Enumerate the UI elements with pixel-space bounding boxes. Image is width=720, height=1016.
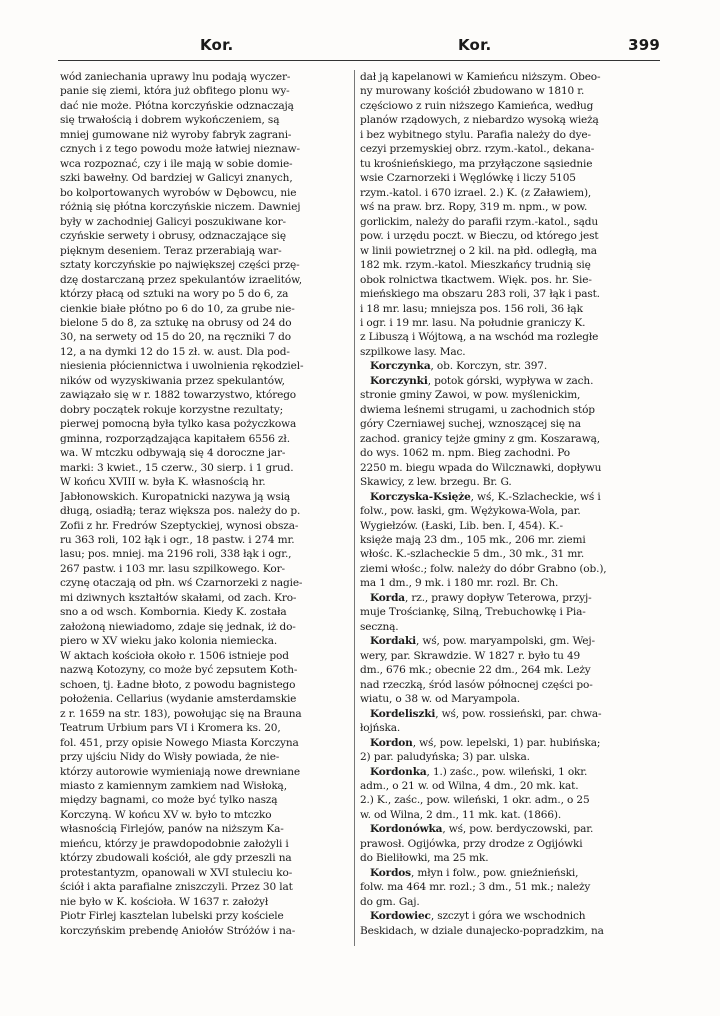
text-line: Skawicy, z lew. brzegu. Br. G. xyxy=(360,476,512,489)
text-line: i 18 mr. lasu; mniejsza pos. 156 roli, 36 łąk xyxy=(360,302,583,315)
text-line: ściół i akta parafialne zniszczyli. Przez 30 lat xyxy=(60,881,293,894)
text-line: bo kolportowanych wyrobów w Dębowcu, nie xyxy=(60,186,297,199)
text-line: ziemi włośc.; folw. należy do dóbr Grabno (ob.), xyxy=(360,562,607,575)
text-line: W aktach kościoła około r. 1506 istnieje pod xyxy=(60,649,289,662)
text-line: schoen, tj. Ładne błoto, z powodu bagnistego xyxy=(60,678,296,691)
text-line: 2) par. paludyńska; 3) par. ulska. xyxy=(360,751,530,764)
right-column xyxy=(360,70,650,1010)
text-line: założoną niewiadomo, zdaje się jednak, iż do- xyxy=(60,620,296,633)
text-line: się trwałością i dobrem wykończeniem, są xyxy=(60,114,280,127)
text-line: mieńskiego ma obszaru 283 roli, 37 łąk i past. xyxy=(360,288,600,301)
text-line: mieńcu, którzy je prawdopodobnie założyli i xyxy=(60,837,289,850)
text-line: i bez wybitnego stylu. Parafia należy do dye- xyxy=(360,128,591,141)
text-line: pięknym deseniem. Teraz przerabiają war- xyxy=(60,244,282,257)
text-line: W końcu XVIII w. była K. własnością hr. xyxy=(60,476,266,489)
text-line: Korczynka, ob. Korczyn, str. 397. xyxy=(370,360,548,373)
text-line: położenia. Cellarius (wydanie amsterdamskie xyxy=(60,693,297,706)
text-line: rzym.-katol. i 670 izrael. 2.) K. (z Załawiem), xyxy=(360,186,592,199)
text-line: gorlickim, należy do parafii rzym.-katol., sądu xyxy=(360,215,599,228)
text-line: zawiązało się w r. 1882 towarzystwo, którego xyxy=(60,389,296,402)
text-line: ników od wyzyskiwania przez spekulantów, xyxy=(60,374,285,387)
text-line: ma 1 dm., 9 mk. i 180 mr. rozl. Br. Ch. xyxy=(360,577,559,590)
text-line: szki bawełny. Od bardziej w Galicyi znanych, xyxy=(60,172,293,185)
text-line: korczyńskim prebendę Aniołów Stróżów i na- xyxy=(60,924,296,937)
text-line: z r. 1659 na str. 183), powołując się na Brauna xyxy=(60,707,302,720)
text-line: wa. W mtczku odbywają się 4 doroczne jar- xyxy=(60,447,286,460)
text-line: 12, a na dymki 12 do 15 zł. w. aust. Dla pod- xyxy=(60,345,290,358)
left-column xyxy=(60,70,350,1010)
text-line: wiatu, o 38 w. od Maryampola. xyxy=(360,693,520,706)
text-line: niesienia płóciennictwa i uwolnienia rękodziel- xyxy=(60,360,304,373)
text-line: różnią się płótna korczyńskie niczem. Dawniej xyxy=(60,201,301,214)
text-line: Kordonówka, wś, pow. berdyczowski, par. xyxy=(370,823,594,836)
text-line: Kordaki, wś, pow. maryampolski, gm. Wej- xyxy=(370,635,595,648)
text-line: wca rozpoznać, czy i ile mają w sobie domie- xyxy=(60,157,293,170)
text-line: własnością Firlejów, panów na niższym Ka- xyxy=(60,823,284,836)
text-line: łojńska. xyxy=(360,722,401,735)
text-line: dał ją kapelanowi w Kamieńcu niższym. Obeo- xyxy=(360,71,601,83)
text-line: czyńskie serwety i obrusy, odznaczające się xyxy=(60,230,286,243)
text-line: z Libuszą i Wójtową, a na wschód ma rozległe xyxy=(360,331,599,344)
text-line: Korda, rz., prawy dopływ Teterowa, przyj- xyxy=(370,591,592,604)
text-line: mi dziwnych kształtów skałami, od zach. Kro- xyxy=(60,591,297,604)
text-line: Korczyną. W końcu XV w. było to mtczko xyxy=(60,808,272,821)
text-line: były w zachodniej Galicyi poszukiwane kor- xyxy=(60,215,286,228)
text-line: dzę dostarczaną przez spekulantów izraelitów, xyxy=(60,273,302,286)
text-line: muje Trościankę, Silną, Trebuchowkę i Pia- xyxy=(360,606,586,619)
text-line: nie było w K. kościoła. W 1637 r. założył xyxy=(60,895,269,908)
text-line: ny murowany kościół zbudowano w 1810 r. xyxy=(360,85,585,98)
text-line: księże mają 23 dm., 105 mk., 206 mr. ziemi xyxy=(360,534,586,546)
text-line: gminna, rozporządzająca kapitałem 6556 zł. xyxy=(60,432,290,445)
text-line: miasto z kamiennym zamkiem nad Wisłoką, xyxy=(60,779,287,792)
text-line: mniej gumowane niż wyroby fabryk zagrani- xyxy=(60,128,292,141)
text-line: panie się ziemi, która już obfitego plonu wy- xyxy=(60,85,290,98)
text-line: planów rządowych, z niebardzo wysoką wieżą xyxy=(360,114,599,127)
text-line: w linii powietrznej o 2 kil. na płd. odległą, ma xyxy=(360,244,597,257)
text-line: Wygiełzów. (Łaski, Lib. ben. I, 454). K.- xyxy=(360,519,563,532)
text-line: 2.) K., zaśc., pow. wileński, 1 okr. adm., o 25 xyxy=(360,794,590,807)
text-line: góry Czerniawej suchej, wznoszącej się na xyxy=(360,418,581,431)
text-line: którzy płacą od sztuki na wory po 5 do 6, za xyxy=(60,288,289,301)
text-line: szpilkowe lasy. Mac. xyxy=(360,345,466,358)
text-line: długą, osiadłą; teraz większa pos. należy do p. xyxy=(60,505,301,518)
text-line: Jabłonowskich. Kuropatnicki nazywa ją wsią xyxy=(60,490,291,503)
text-line: pow. i urzędu poczt. w Bieczu, od którego jest xyxy=(360,230,599,243)
text-line: Zofii z hr. Fredrów Szeptyckiej, wynosi obsza- xyxy=(60,519,299,532)
text-line: dobry początek rokuje korzystne rezultaty; xyxy=(60,403,284,416)
text-line: sno a od wsch. Kombornia. Kiedy K. została xyxy=(60,606,287,619)
text-line: częściowo z ruin niższego Kamieńca, według xyxy=(360,99,594,112)
text-line: ru 363 roli, 102 łąk i ogr., 18 pastw. i 274 mr. xyxy=(60,534,295,546)
text-line: Korczyska-Księże, wś, K.-Szlacheckie, wś i xyxy=(370,490,601,503)
text-line: lasu; pos. mniej. ma 2196 roli, 338 łąk i ogr., xyxy=(60,548,292,561)
text-line: Kordonka, 1.) zaśc., pow. wileński, 1 okr. xyxy=(370,765,588,778)
text-line: czynę otaczają od płn. wś Czarnorzeki z nagie- xyxy=(60,577,303,590)
text-line: protestantyzm, opanowali w XVI stuleciu ko- xyxy=(60,866,293,879)
text-line: 267 pastw. i 103 mr. lasu szpilkowego. Kor- xyxy=(60,562,285,575)
text-line: piero w XV wieku jako kolonia niemiecka. xyxy=(60,635,278,648)
text-line: wód zaniechania uprawy lnu podają wyczer- xyxy=(60,71,291,83)
text-line: Kordeliszki, wś, pow. rossieński, par. chwa- xyxy=(370,707,602,720)
text-line: wś na praw. brz. Ropy, 319 m. npm., w pow. xyxy=(360,201,588,214)
text-line: seczną. xyxy=(360,620,399,633)
text-line: marki: 3 kwiet., 15 czerw., 30 sierp. i 1 grud. xyxy=(60,461,294,474)
text-line: zachod. granicy tejże gminy z gm. Koszarawą, xyxy=(360,432,600,445)
text-line: wery, par. Skrawdzie. W 1827 r. było tu 49 xyxy=(360,649,581,662)
text-line: wsie Czarnorzeki i Węglówkę i liczy 5105 xyxy=(360,172,576,185)
text-line: tu krośnieńskiego, ma przyłączone sąsiednie xyxy=(360,157,593,170)
text-line: stronie gminy Zawoi, w pow. myślenickim, xyxy=(360,389,581,402)
text-line: Piotr Firlej kasztelan lubelski przy kościele xyxy=(60,910,284,923)
text-line: bielone 5 do 8, za sztukę na obrusy od 24 do xyxy=(60,316,292,329)
text-line: Teatrum Urbium pars VI i Kromera ks. 20, xyxy=(60,722,281,735)
text-line: fol. 451, przy opisie Nowego Miasta Korczyna xyxy=(60,736,299,749)
page-header xyxy=(58,36,660,58)
text-line: między bagnami, co może być tylko naszą xyxy=(60,794,278,807)
text-line: Kordon, wś, pow. lepelski, 1) par. hubińska; xyxy=(370,736,601,749)
text-line: do Bieliłowki, ma 25 mk. xyxy=(360,852,489,865)
text-line: obok rolnictwa tkactwem. Więk. pos. hr. Sie- xyxy=(360,273,592,286)
text-line: nazwą Kotozyny, co może być zepsutem Koth- xyxy=(60,664,298,677)
text-line: folw., pow. łaski, gm. Wężykowa-Wola, par. xyxy=(360,505,581,518)
text-line: Kordowiec, szczyt i góra we wschodnich xyxy=(370,910,586,923)
text-line: cznych i z tego powodu może łatwiej nieznaw- xyxy=(60,143,300,156)
text-line: 30, na serwety od 15 do 20, na ręczniki 7 do xyxy=(60,331,291,344)
text-line: i ogr. i 19 mr. lasu. Na południe graniczy K. xyxy=(360,316,586,329)
text-line: przy ujściu Nidy do Wisły powiada, że nie- xyxy=(60,751,280,764)
text-line: dać nie może. Płótna korczyńskie odznaczają xyxy=(60,99,294,112)
right-running-head: Kor. xyxy=(458,36,492,54)
left-running-head: Kor. xyxy=(200,36,234,54)
text-line: Kordos, młyn i folw., pow. gnieźnieński, xyxy=(370,866,579,879)
text-line: w. od Wilna, 2 dm., 11 mk. kat. (1866). xyxy=(360,808,562,821)
text-line: włośc. K.-szlacheckie 5 dm., 30 mk., 31 mr. xyxy=(360,548,585,561)
page-number: 399 xyxy=(628,36,660,54)
text-line: do wys. 1062 m. npm. Bieg zachodni. Po xyxy=(360,447,571,460)
text-line: nad rzeczką, śród lasów północnej części po- xyxy=(360,678,593,691)
text-line: dm., 676 mk.; obecnie 22 dm., 264 mk. Leży xyxy=(360,664,591,677)
header-rule xyxy=(58,60,660,61)
text-line: cienkie białe płótno po 6 do 10, za grube nie- xyxy=(60,302,295,315)
text-line: którzy zbudowali kościół, ale gdy przeszli na xyxy=(60,852,292,865)
text-line: 2250 m. biegu wpada do Wilcznawki, dopływu xyxy=(360,461,602,474)
text-line: cezyi przemyskiej obrz. rzym.-katol., dekana- xyxy=(360,143,595,156)
text-line: Beskidach, w dziale dunajecko-popradzkim, na xyxy=(360,924,604,937)
text-line: adm., o 21 w. od Wilna, 4 dm., 20 mk. kat. xyxy=(360,779,579,792)
column-divider xyxy=(354,70,355,946)
text-line: do gm. Gaj. xyxy=(360,895,420,908)
text-line: 182 mk. rzym.-katol. Mieszkańcy trudnią się xyxy=(360,259,591,272)
text-line: folw. ma 464 mr. rozl.; 3 dm., 51 mk.; należy xyxy=(360,881,591,894)
text-line: prawosł. Ogijówka, przy drodze z Ogijówki xyxy=(360,837,583,850)
text-line: którzy autorowie wymieniają nowe drewniane xyxy=(60,765,300,778)
text-line: sztaty korczyńskie po największej części przę- xyxy=(60,259,300,272)
text-line: Korczynki, potok górski, wypływa w zach. xyxy=(370,374,594,387)
text-line: dwiema leśnemi strugami, u zachodnich stóp xyxy=(360,403,595,416)
text-line: pierwej pomocną była tylko kasa pożyczkowa xyxy=(60,418,297,431)
